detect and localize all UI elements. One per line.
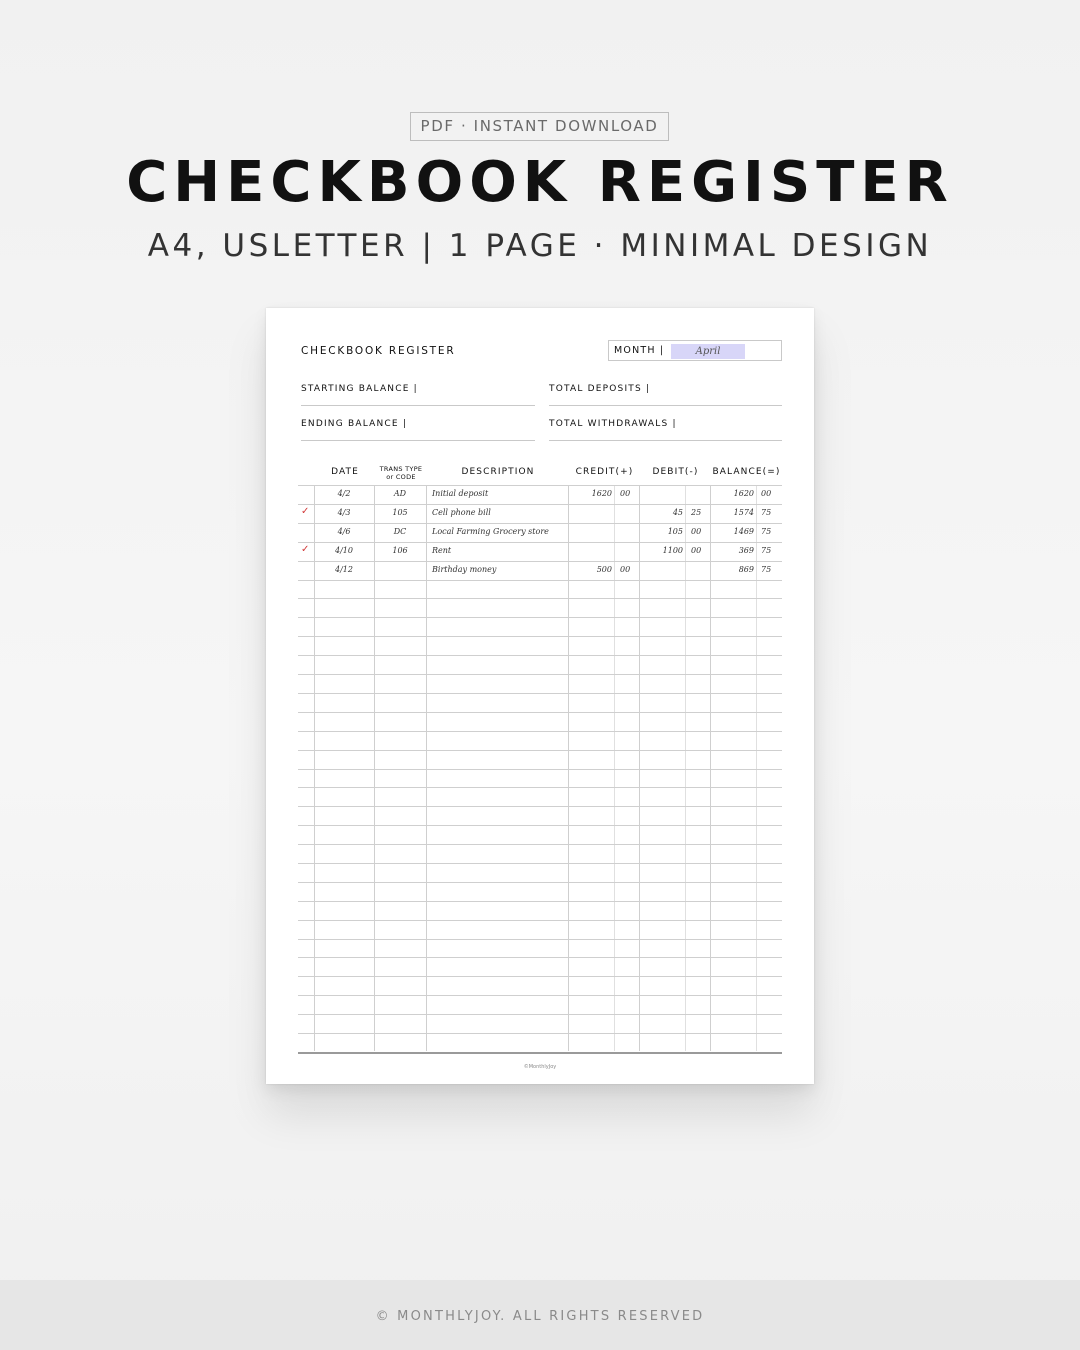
- column-header-balance: BALANCE(=): [712, 467, 781, 477]
- row-rule: [298, 920, 782, 921]
- cell-credit-dollars: 1620: [591, 489, 612, 498]
- row-rule: [298, 957, 782, 958]
- row-rule: [298, 598, 782, 599]
- cell-balance-dollars: 1574: [733, 508, 754, 517]
- cell-debit-dollars: 105: [667, 527, 683, 536]
- column-divider: [426, 485, 427, 1051]
- cell-code: 105: [392, 508, 408, 517]
- cell-code: AD: [393, 489, 407, 498]
- trans-type-line1: TRANS TYPE: [379, 465, 423, 473]
- ending-balance-field[interactable]: [301, 419, 535, 441]
- header-rule: [298, 485, 782, 486]
- cell-code: 106: [392, 546, 408, 555]
- row-rule: [298, 655, 782, 656]
- row-rule: [298, 806, 782, 807]
- row-rule: [298, 693, 782, 694]
- row-rule: [298, 523, 782, 524]
- cell-balance-dollars: 869: [738, 565, 754, 574]
- sheet-title: CHECKBOOK REGISTER: [301, 345, 456, 357]
- cell-date: 4/3: [337, 508, 351, 517]
- cell-balance-dollars: 1620: [733, 489, 754, 498]
- cell-debit-dollars: 1100: [662, 546, 683, 555]
- row-rule: [298, 995, 782, 996]
- copyright-text: © MONTHLYJOY. ALL RIGHTS RESERVED: [375, 1309, 705, 1324]
- row-rule: [298, 504, 782, 505]
- row-rule: [298, 712, 782, 713]
- cell-debit-dollars: 45: [672, 508, 683, 517]
- page-subtitle: A4, USLETTER | 1 PAGE · MINIMAL DESIGN: [147, 228, 933, 264]
- row-rule: [298, 731, 782, 732]
- column-header-description: DESCRIPTION: [461, 467, 535, 477]
- total-deposits-field[interactable]: [549, 384, 782, 406]
- cell-date: 4/6: [337, 527, 351, 536]
- column-header-debit: DEBIT(-): [652, 467, 699, 477]
- cell-date: 4/12: [335, 565, 353, 574]
- row-rule: [298, 580, 782, 581]
- cell-balance-dollars: 369: [738, 546, 754, 555]
- cell-balance-cents: 00: [761, 489, 772, 498]
- cell-debit-cents: 00: [691, 527, 702, 536]
- ledger-table: [298, 485, 782, 1052]
- column-divider: [685, 485, 686, 1051]
- starting-balance-label: STARTING BALANCE |: [301, 384, 418, 394]
- row-rule: [298, 674, 782, 675]
- row-rule: [298, 769, 782, 770]
- column-header-trans-type: [375, 465, 427, 481]
- row-rule: [298, 844, 782, 845]
- bottom-rule: [298, 1052, 782, 1054]
- cell-balance-cents: 75: [761, 508, 772, 517]
- checkmark-icon: ✓: [301, 544, 310, 555]
- total-withdrawals-field[interactable]: [549, 419, 782, 441]
- month-label: MONTH |: [614, 345, 665, 356]
- column-divider: [374, 485, 375, 1051]
- cell-balance-cents: 75: [761, 546, 772, 555]
- cell-description: Initial deposit: [432, 489, 489, 498]
- cell-credit-dollars: 500: [596, 565, 612, 574]
- cell-description: Rent: [432, 546, 452, 555]
- cell-credit-cents: 00: [620, 489, 631, 498]
- cell-description: Cell phone bill: [432, 508, 491, 517]
- cell-description: Birthday money: [432, 565, 497, 574]
- row-rule: [298, 939, 782, 940]
- column-header-date: DATE: [331, 467, 359, 477]
- row-rule: [298, 750, 782, 751]
- cell-date: 4/10: [335, 546, 353, 555]
- row-rule: [298, 787, 782, 788]
- column-divider: [314, 485, 315, 1051]
- sheet-footer: ©MonthlyJoy: [523, 1064, 557, 1070]
- row-rule: [298, 617, 782, 618]
- starting-balance-field[interactable]: [301, 384, 535, 406]
- page-title: CHECKBOOK REGISTER: [126, 150, 954, 215]
- row-rule: [298, 636, 782, 637]
- total-withdrawals-label: TOTAL WITHDRAWALS |: [549, 419, 677, 429]
- column-divider: [756, 485, 757, 1051]
- month-value: April: [671, 344, 745, 359]
- register-sheet: [266, 308, 814, 1084]
- ending-balance-label: ENDING BALANCE |: [301, 419, 408, 429]
- row-rule: [298, 825, 782, 826]
- cell-balance-cents: 75: [761, 565, 772, 574]
- row-rule: [298, 542, 782, 543]
- row-rule: [298, 882, 782, 883]
- cell-balance-dollars: 1469: [733, 527, 754, 536]
- row-rule: [298, 976, 782, 977]
- cell-credit-cents: 00: [620, 565, 631, 574]
- column-divider: [639, 485, 640, 1051]
- cell-balance-cents: 75: [761, 527, 772, 536]
- row-rule: [298, 561, 782, 562]
- cell-description: Local Farming Grocery store: [432, 527, 549, 536]
- cell-debit-cents: 25: [691, 508, 702, 517]
- row-rule: [298, 901, 782, 902]
- column-divider: [614, 485, 615, 1051]
- cell-date: 4/2: [337, 489, 351, 498]
- trans-type-line2: or CODE: [386, 473, 416, 481]
- month-field[interactable]: [608, 340, 782, 361]
- row-rule: [298, 1014, 782, 1015]
- checkmark-icon: ✓: [301, 506, 310, 517]
- cell-debit-cents: 00: [691, 546, 702, 555]
- row-rule: [298, 863, 782, 864]
- cell-code: DC: [393, 527, 407, 536]
- row-rule: [298, 1033, 782, 1034]
- format-badge: PDF · INSTANT DOWNLOAD: [410, 112, 669, 141]
- total-deposits-label: TOTAL DEPOSITS |: [549, 384, 651, 394]
- column-header-credit: CREDIT(+): [575, 467, 634, 477]
